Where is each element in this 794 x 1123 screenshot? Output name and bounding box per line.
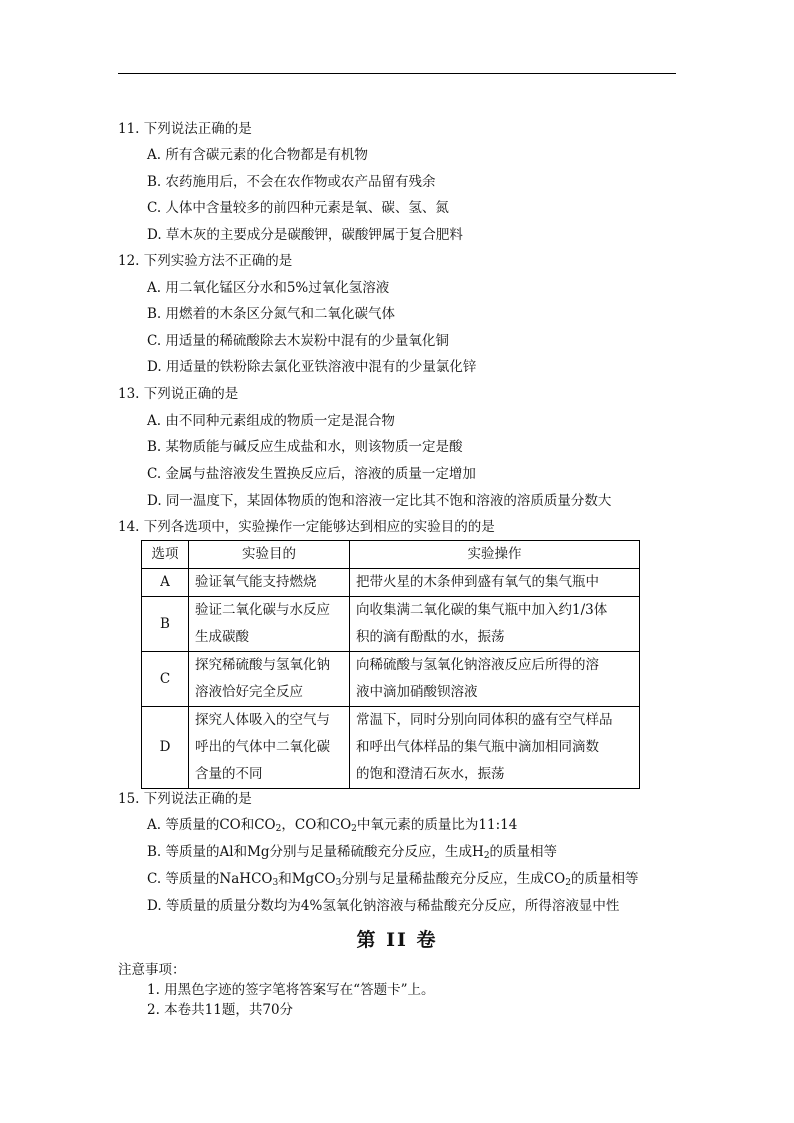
row-purpose	[189, 569, 350, 597]
purpose-line: 探究人体吸入的空气与	[195, 712, 330, 728]
table-header-row	[142, 541, 640, 569]
purpose-line: 验证氧气能支持燃烧	[195, 574, 317, 590]
experiment-table	[141, 540, 640, 789]
question-15-stem: 15. 下列说法正确的是	[118, 791, 252, 807]
operation-line: 向收集满二氧化碳的集气瓶中加入约1/3体	[356, 602, 608, 618]
purpose-line: 探究稀硫酸与氢氧化钠	[195, 657, 330, 673]
question-11-option-b: B. 农药施用后，不会在农作物或农产品留有残余	[147, 174, 436, 190]
question-12-option-d: D. 用适量的铁粉除去氯化亚铁溶液中混有的少量氯化锌	[147, 359, 477, 375]
operation-line: 液中滴加硝酸钡溶液	[356, 684, 478, 700]
operation-line: 的饱和澄清石灰水，振荡	[356, 766, 505, 782]
question-11-option-a: A. 所有含碳元素的化合物都是有机物	[147, 147, 368, 163]
row-option: A	[142, 569, 189, 597]
operation-line: 向稀硫酸与氢氧化钠溶液反应后所得的溶	[356, 657, 599, 673]
purpose-line: 验证二氧化碳与水反应	[195, 602, 330, 618]
row-operation	[350, 597, 640, 652]
row-purpose	[189, 652, 350, 707]
row-operation	[350, 652, 640, 707]
question-15-option-b: B. 等质量的Al和Mg分别与足量稀硫酸充分反应，生成$H_2$的质量相等	[147, 844, 558, 861]
purpose-line: 含量的不同	[195, 766, 263, 782]
table-row	[142, 597, 640, 652]
header-purpose: 实验目的	[189, 541, 350, 569]
table-row	[142, 652, 640, 707]
row-option: C	[142, 652, 189, 707]
purpose-line: 溶液恰好完全反应	[195, 684, 303, 700]
question-12-option-a: A. 用二氧化锰区分水和5%过氧化氢溶液	[147, 280, 390, 296]
question-11-option-c: C. 人体中含量较多的前四种元素是氧、碳、氢、氮	[147, 200, 449, 216]
operation-line: 把带火星的木条伸到盛有氧气的集气瓶中	[356, 574, 599, 590]
part-2-title: 第 II 卷	[356, 929, 438, 951]
operation-line: 和呼出气体样品的集气瓶中滴加相同滴数	[356, 739, 599, 755]
question-15-option-d: D. 等质量的质量分数均为4%氢氧化钠溶液与稀盐酸充分反应，所得溶液显中性	[147, 898, 620, 914]
notice-label: 注意事项：	[118, 962, 186, 978]
row-operation	[350, 569, 640, 597]
question-12-stem: 12. 下列实验方法不正确的是	[118, 253, 293, 269]
question-11-option-d: D. 草木灰的主要成分是碳酸钾，碳酸钾属于复合肥料	[147, 227, 463, 243]
operation-line: 积的滴有酚酞的水，振荡	[356, 629, 505, 645]
purpose-line: 呼出的气体中二氧化碳	[195, 739, 330, 755]
header-option: 选项	[142, 541, 189, 569]
header-rule	[118, 73, 676, 74]
question-13-option-c: C. 金属与盐溶液发生置换反应后，溶液的质量一定增加	[147, 466, 476, 482]
question-12-option-b: B. 用燃着的木条区分氮气和二氧化碳气体	[147, 306, 396, 322]
question-15-option-a: A. 等质量的CO和$CO_2$，CO和$CO_2$中氧元素的质量比为11:14	[147, 817, 518, 834]
header-operation: 实验操作	[350, 541, 640, 569]
table-row	[142, 569, 640, 597]
table-row	[142, 707, 640, 789]
question-13-option-d: D. 同一温度下，某固体物质的饱和溶液一定比其不饱和溶液的溶质质量分数大	[147, 493, 612, 509]
row-purpose	[189, 597, 350, 652]
row-option: B	[142, 597, 189, 652]
operation-line: 常温下，同时分别向同体积的盛有空气样品	[356, 712, 613, 728]
row-option: D	[142, 707, 189, 789]
notice-item: 1. 用黑色字迹的签字笔将答案写在“答题卡”上。	[147, 982, 435, 998]
notice-item: 2. 本卷共11题，共70分	[147, 1002, 294, 1018]
question-14-stem: 14. 下列各选项中，实验操作一定能够达到相应的实验目的的是	[118, 519, 495, 535]
row-operation	[350, 707, 640, 789]
row-purpose	[189, 707, 350, 789]
purpose-line: 生成碳酸	[195, 629, 249, 645]
question-11-stem: 11. 下列说法正确的是	[118, 121, 252, 137]
question-13-stem: 13. 下列说正确的是	[118, 386, 239, 402]
question-12-option-c: C. 用适量的稀硫酸除去木炭粉中混有的少量氧化铜	[147, 333, 449, 349]
question-13-option-b: B. 某物质能与碱反应生成盐和水，则该物质一定是酸	[147, 439, 463, 455]
question-13-option-a: A. 由不同种元素组成的物质一定是混合物	[147, 413, 395, 429]
question-15-option-c: C. 等质量的NaHCO$_3$和MgCO$_3$分别与足量稀盐酸充分反应，生成$CO_2$的质量相等	[147, 871, 639, 888]
